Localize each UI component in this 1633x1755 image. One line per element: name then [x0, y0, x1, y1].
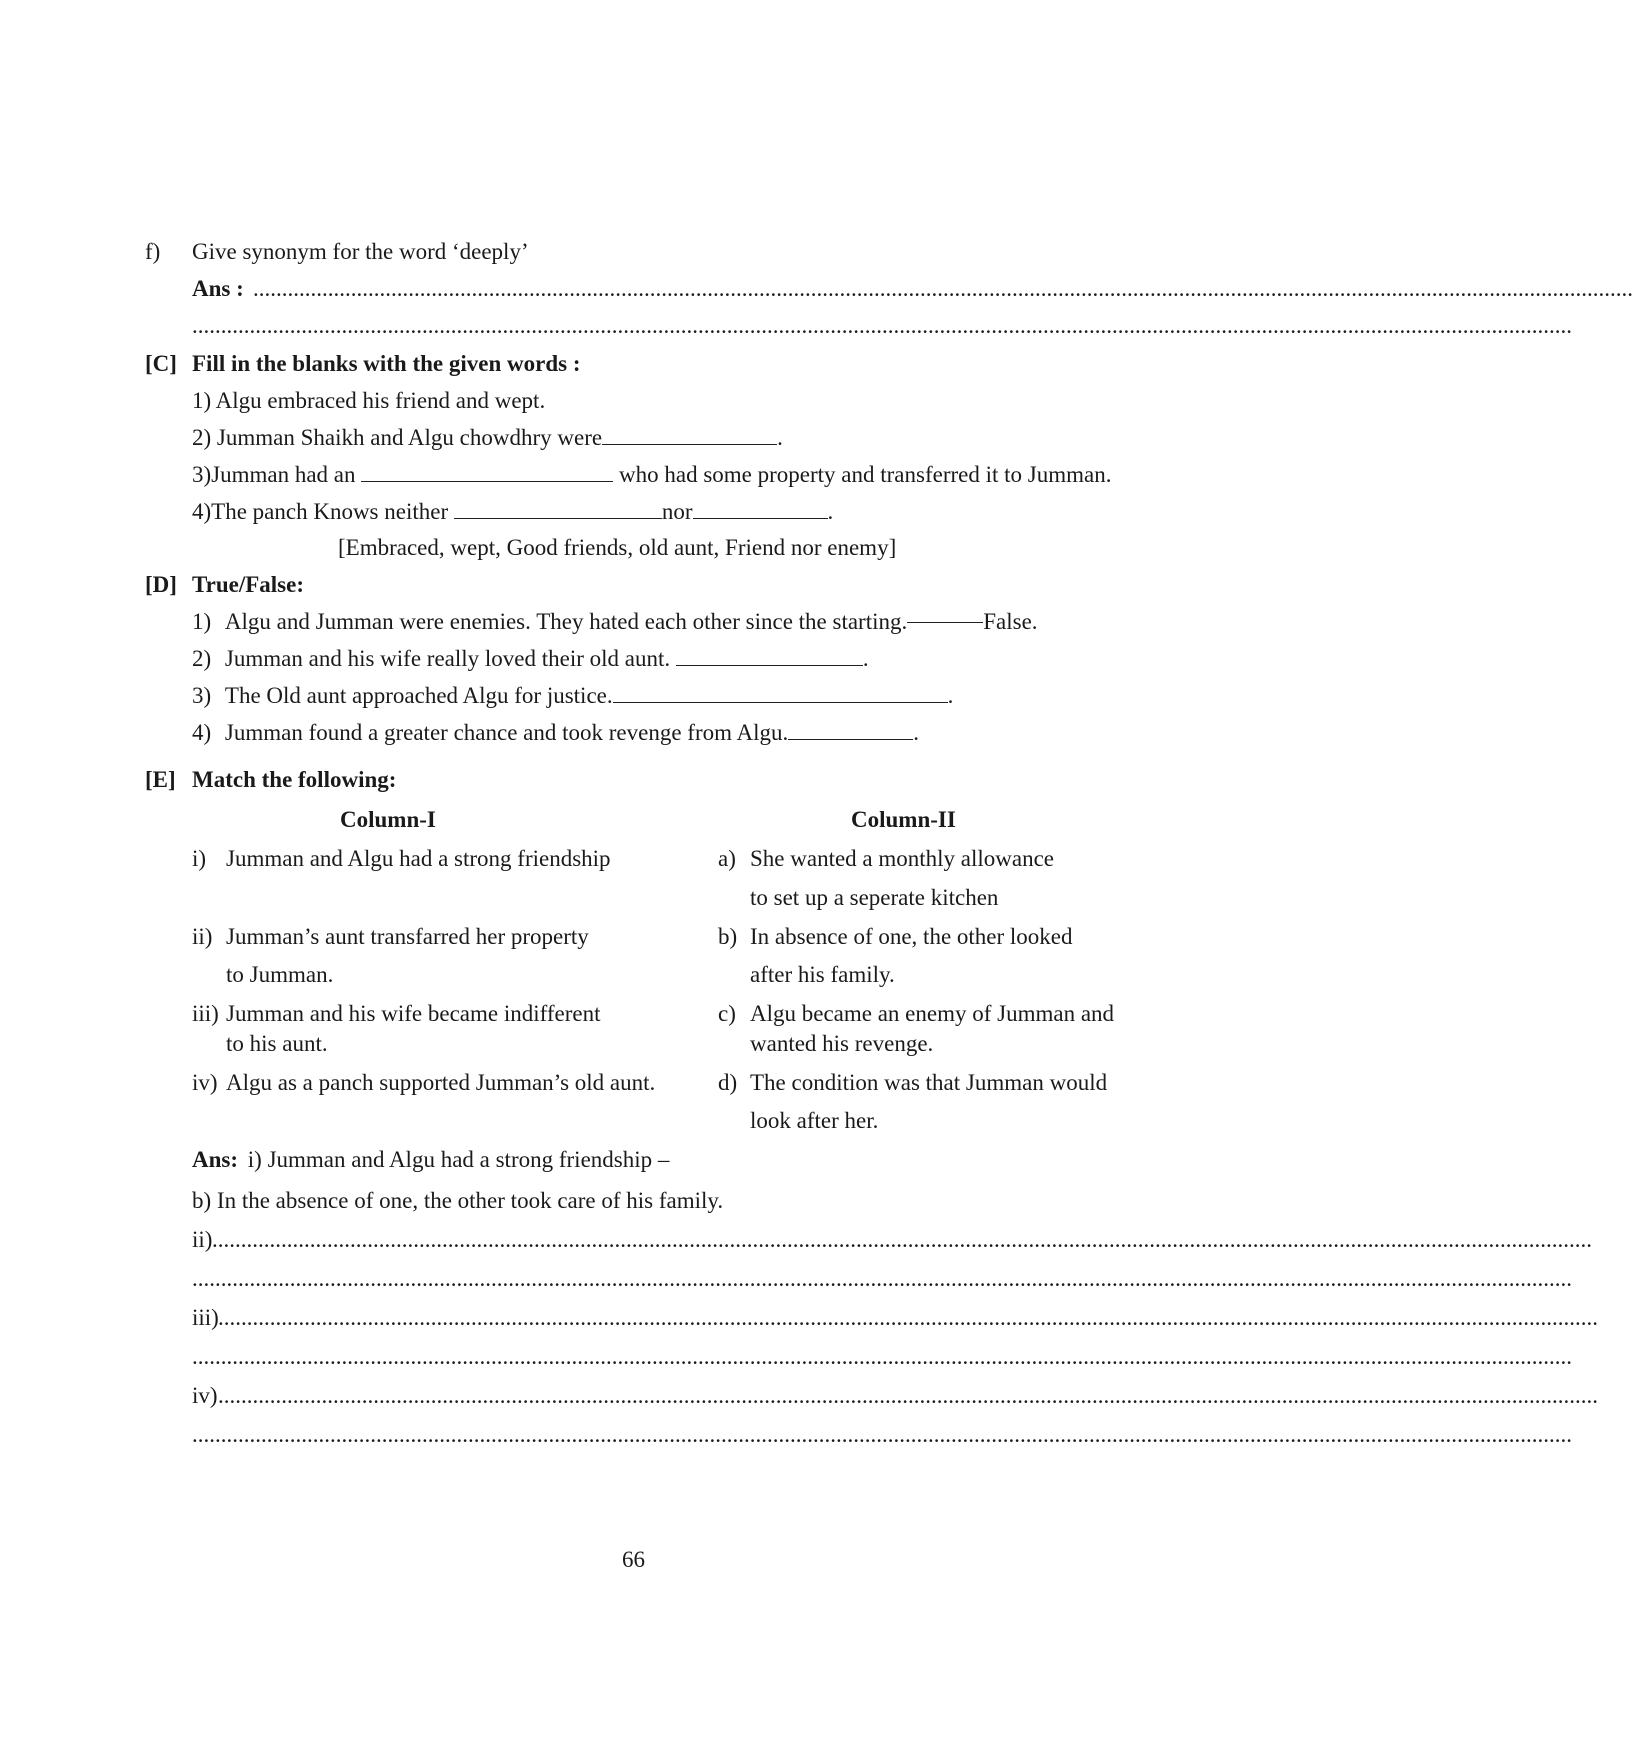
item-answer: False.: [983, 609, 1038, 634]
fill-item-2-text: 2) Jumman Shaikh and Algu chowdhry were: [192, 425, 603, 450]
section-e-heading: Match the following:: [192, 767, 397, 792]
match-answer-1: [192, 1148, 669, 1171]
answer-dash: [907, 622, 983, 623]
word-bank: [Embraced, wept, Good friends, old aunt, Friend nor enemy]: [338, 535, 897, 560]
fill-item-3-rest: who had some property and transferred it to Jumman.: [619, 462, 1112, 487]
column-2-item-text: The condition was that Jumman would: [750, 1070, 1108, 1095]
answer-line[interactable]: ................................................................................................................................................................................................................................................: [192, 313, 1572, 338]
column-2-item-letter: d): [718, 1070, 738, 1095]
item-text: Algu and Jumman were enemies. They hated each other since the starting.: [224, 609, 908, 634]
blank-line[interactable]: [676, 664, 863, 666]
answer-line[interactable]: ................................................................................................................................................................................................................................................: [218, 1305, 1598, 1330]
answer-text: i) Jumman and Algu had a strong friendship –: [247, 1147, 670, 1172]
item-end: .: [862, 646, 869, 671]
item-end: .: [947, 683, 954, 708]
column-2-item-text: She wanted a monthly allowance: [750, 846, 1055, 871]
question-f-text: Give synonym for the word ‘deeply’: [192, 239, 529, 264]
section-d-label: [D]: [145, 572, 177, 597]
true-false-item-3: [192, 684, 953, 707]
fill-item-3: [192, 463, 1111, 486]
column-1-item-text: Jumman and his wife became indifferent: [226, 1001, 601, 1026]
answer-line[interactable]: ................................................................................................................................................................................................................................................: [192, 1266, 1572, 1291]
answer-line[interactable]: ................................................................................................................................................................................................................................................: [212, 1227, 1592, 1252]
column-1-item-number: iii): [192, 1001, 219, 1026]
section-e-label: [E]: [145, 767, 176, 792]
match-answer-1-cont: b) In the absence of one, the other took care of his family.: [192, 1188, 724, 1213]
fill-item-4-nor: nor: [661, 499, 693, 524]
column-2-item-text-cont: wanted his revenge.: [750, 1031, 934, 1056]
blank-line[interactable]: [693, 517, 828, 519]
question-f-label: f): [145, 239, 161, 264]
column-2-item-text-cont: after his family.: [750, 962, 895, 987]
column-2-item-text: In absence of one, the other looked: [750, 924, 1073, 949]
blank-line[interactable]: [602, 443, 777, 445]
fill-item-1: 1) Algu embraced his friend and wept.: [192, 388, 546, 413]
column-1-item-number: i): [192, 846, 207, 871]
answer-line[interactable]: ................................................................................................................................................................................................................................................: [218, 1383, 1598, 1408]
fill-item-2: [192, 426, 783, 449]
column-2-item-text-cont: to set up a seperate kitchen: [750, 885, 999, 910]
column-2-item-letter: a): [718, 846, 736, 871]
column-1-item-number: iv): [192, 1070, 218, 1095]
answer-line[interactable]: ................................................................................................................................................................................................................................................: [192, 1344, 1572, 1369]
column-1-header: Column-I: [340, 807, 436, 832]
column-1-item-text: Algu as a panch supported Jumman’s old aunt.: [226, 1070, 656, 1095]
fill-item-4-end: .: [827, 499, 834, 524]
answer-iv-label: iv): [192, 1383, 218, 1408]
fill-item-2-end: .: [777, 425, 783, 450]
column-2-header: Column-II: [851, 807, 956, 832]
answer-iii-label: iii): [192, 1305, 219, 1330]
page-number: 66: [622, 1547, 645, 1572]
fill-item-4: [192, 500, 833, 523]
item-text: Jumman and his wife really loved their old aunt.: [224, 646, 671, 671]
true-false-item-1: [192, 610, 1038, 633]
column-2-item-letter: c): [718, 1001, 736, 1026]
item-text: Jumman found a greater chance and took revenge from Algu.: [224, 720, 789, 745]
item-text: The Old aunt approached Algu for justice.: [224, 683, 613, 708]
column-1-item-text: Jumman and Algu had a strong friendship: [226, 846, 611, 871]
item-number: 4): [192, 720, 212, 745]
column-1-item-text-cont: to his aunt.: [226, 1031, 328, 1056]
fill-item-4-text: 4)The panch Knows neither: [192, 499, 449, 524]
answer-label: Ans:: [192, 1147, 239, 1172]
true-false-item-4: [192, 721, 919, 744]
true-false-item-2: [192, 647, 869, 670]
item-end: .: [913, 720, 919, 745]
blank-line[interactable]: [361, 480, 613, 482]
column-1-item-number: ii): [192, 924, 213, 949]
column-2-item-text-cont: look after her.: [750, 1108, 879, 1133]
column-1-item-text: Jumman’s aunt transfarred her property: [226, 924, 589, 949]
blank-line[interactable]: [613, 701, 948, 703]
item-number: 3): [192, 683, 212, 708]
answer-ii-label: ii): [192, 1227, 213, 1252]
column-2-item-letter: b): [718, 924, 738, 949]
answer-label: Ans :: [192, 276, 244, 301]
blank-line[interactable]: [454, 517, 662, 519]
item-number: 2): [192, 646, 212, 671]
blank-line[interactable]: [788, 738, 913, 740]
column-1-item-text-cont: to Jumman.: [226, 962, 334, 987]
section-c-heading: Fill in the blanks with the given words :: [192, 351, 581, 376]
fill-item-3-text: 3)Jumman had an: [192, 462, 356, 487]
column-2-item-text: Algu became an enemy of Jumman and: [750, 1001, 1115, 1026]
answer-line[interactable]: ................................................................................................................................................................................................................................................: [192, 1422, 1572, 1447]
item-number: 1): [192, 609, 212, 634]
answer-line[interactable]: ................................................................................................................................................................................................................................................: [253, 276, 1633, 301]
section-d-heading: True/False:: [192, 572, 304, 597]
section-c-label: [C]: [145, 351, 177, 376]
